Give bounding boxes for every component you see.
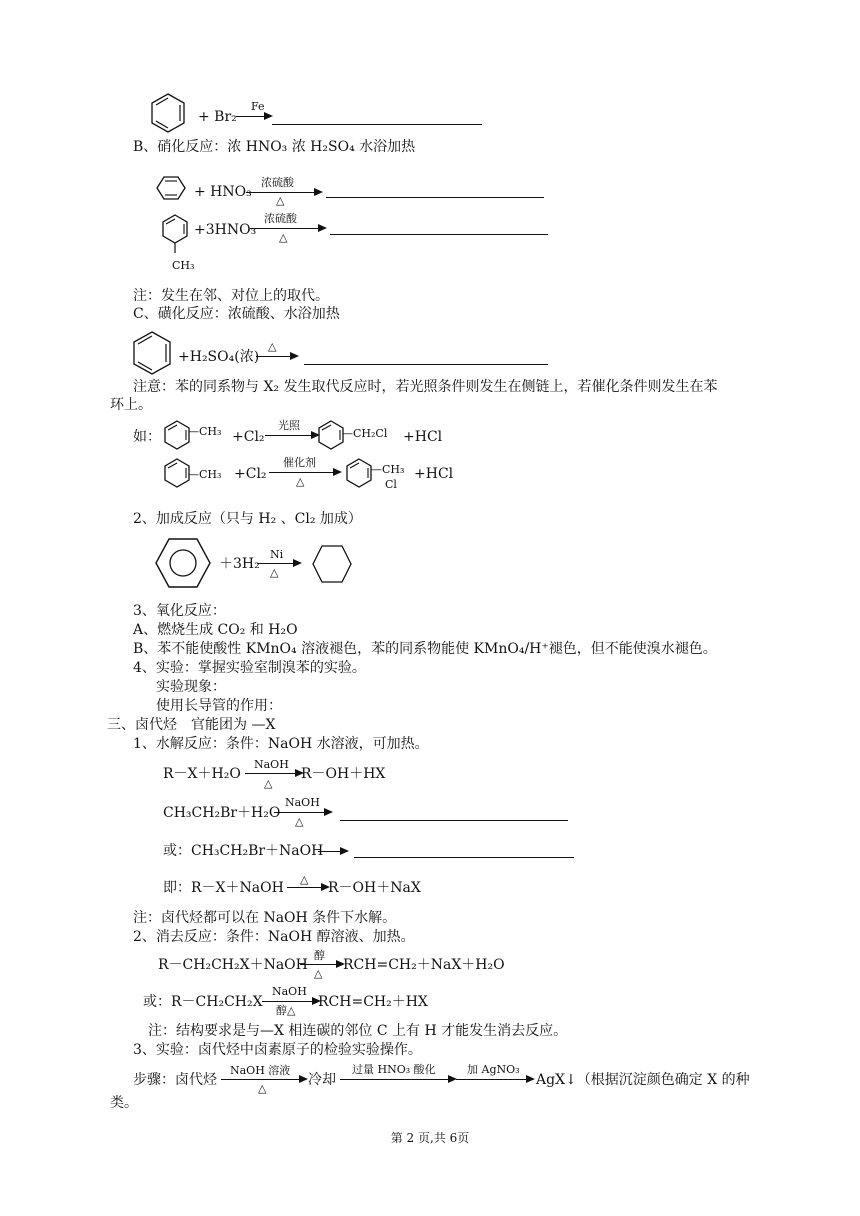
reagent: + HNO₃ [194, 184, 252, 200]
condition-top: NaOH [272, 985, 307, 998]
equation-left: 或：CH₃CH₂Br＋NaOH [163, 843, 324, 859]
section-title: B、硝化反应：浓 HNO₃ 浓 H₂SO₄ 水浴加热 [133, 139, 416, 155]
note: 注：结构要求是与—X 相连碳的邻位 C 上有 H 才能发生消去反应。 [148, 1023, 568, 1039]
equation-right: R－OH＋NaX [328, 880, 421, 896]
section-title: 3、实验：卤代烃中卤素原子的检验实验操作。 [133, 1042, 422, 1058]
text-line: 使用长导管的作用： [156, 698, 282, 714]
equation-left: 即：R－X＋NaOH [163, 880, 284, 896]
equation-left: R－CH₂CH₂X＋NaOH [158, 957, 308, 973]
substituent: CH₃ [172, 259, 195, 272]
answer-blank [304, 364, 548, 365]
condition-top: NaOH 溶液 [230, 1064, 291, 1077]
toluene-ring-icon [162, 214, 188, 254]
condition-bottom: △ [279, 231, 288, 244]
text-line: 实验现象： [156, 679, 226, 695]
note: 注：卤代烃都可以在 NaOH 条件下水解。 [133, 910, 397, 926]
page-footer: 第 2 页,共 6页 [390, 1131, 470, 1145]
step-text: 类。 [110, 1095, 138, 1111]
equation-right: RCH=CH₂＋HX [318, 994, 428, 1010]
condition-bottom: 醇△ [276, 1004, 296, 1017]
product-substituent: Cl [385, 478, 397, 491]
section-title: 2、加成反应（只与 H₂ 、Cl₂ 加成） [133, 511, 362, 527]
byproduct: +HCl [403, 429, 443, 445]
text-line: A、燃烧生成 CO₂ 和 H₂O [133, 622, 298, 638]
example-prefix: 如： [133, 429, 161, 445]
answer-blank [326, 197, 544, 198]
answer-blank [272, 124, 482, 125]
chlorotoluene-ring-icon [346, 458, 372, 488]
equation-left: R－X＋H₂O [163, 766, 241, 782]
condition-bottom: △ [276, 194, 285, 207]
equation-right: R－OH＋HX [301, 766, 386, 782]
text-line: B、苯不能使酸性 KMnO₄ 溶液褪色，苯的同系物能使 KMnO₄/H⁺褪色，但不能使溴水褪色。 [133, 641, 717, 657]
condition-top: 醇 [314, 949, 325, 962]
condition: Fe [251, 100, 265, 113]
condition-top: 加 AgNO₃ [467, 1063, 520, 1076]
condition-bottom: △ [314, 967, 323, 980]
answer-blank [354, 857, 574, 858]
reagent: + Br₂ [198, 109, 237, 125]
equation-left: CH₃CH₂Br＋H₂O [163, 805, 281, 821]
condition-bottom: △ [295, 815, 304, 828]
equation-right: RCH=CH₂＋NaX＋H₂O [343, 957, 505, 973]
condition-bottom: △ [296, 475, 305, 488]
reagent: +H₂SO₄(浓) [178, 349, 260, 365]
condition-bottom: △ [258, 1082, 267, 1095]
section-title: 2、消去反应：条件：NaOH 醇溶液、加热。 [133, 929, 415, 945]
condition-top: △ [300, 873, 309, 886]
byproduct: +HCl [414, 466, 454, 482]
condition-top: Ni [270, 548, 284, 561]
substituent: —CH₃ [188, 468, 222, 481]
condition-top: 浓硫酸 [261, 176, 294, 189]
cyclohexane-ring-icon [312, 545, 352, 583]
reagent: +Cl₂ [234, 466, 267, 482]
condition-bottom: △ [270, 566, 279, 579]
reagent: +Cl₂ [232, 429, 265, 445]
condition: 光照 [278, 419, 300, 432]
condition-top: 浓硫酸 [264, 212, 297, 225]
product-substituent: —CH₂Cl [342, 427, 388, 440]
benzene-ring-icon [150, 92, 186, 134]
substituent: —CH₃ [188, 425, 222, 438]
section-title: 4、实验：掌握实验室制溴苯的实验。 [133, 660, 366, 676]
note: 注意：苯的同系物与 X₂ 发生取代反应时，若光照条件则发生在侧链上，若催化条件则发生在苯 [133, 379, 718, 395]
section-title: 1、水解反应：条件：NaOH 水溶液，可加热。 [133, 736, 429, 752]
toluene-ring-icon [164, 458, 190, 488]
condition-bottom: △ [264, 777, 273, 790]
section-title: 3、氧化反应： [133, 603, 226, 619]
condition-top: 过量 HNO₃ 酸化 [352, 1063, 436, 1076]
step-text: 步骤：卤代烃 [133, 1072, 217, 1088]
equation-left: 或：R－CH₂CH₂X [143, 994, 263, 1010]
section-title: C、磺化反应：浓硫酸、水浴加热 [133, 306, 340, 322]
answer-blank [330, 234, 548, 235]
benzene-ring-icon [132, 330, 172, 376]
section-heading: 三、卤代烃 官能团为 —X [107, 717, 276, 733]
toluene-ring-icon [164, 420, 190, 450]
product-substituent: —CH₃ [371, 463, 405, 476]
condition-top: NaOH [254, 758, 289, 771]
reagent: ＋3H₂ [219, 556, 260, 572]
step-text: AgX↓（根据沉淀颜色确定 X 的种 [536, 1072, 750, 1088]
condition-top: △ [268, 340, 277, 353]
note: 注：发生在邻、对位上的取代。 [133, 288, 329, 304]
reagent: +3HNO₃ [194, 222, 257, 238]
benzene-aromatic-ring-icon [155, 538, 211, 588]
condition-top: NaOH [285, 796, 320, 809]
condition-top: 催化剂 [283, 456, 316, 469]
note: 环上。 [110, 397, 152, 413]
answer-blank [340, 820, 568, 821]
benzene-ring-icon [156, 176, 186, 200]
benzyl-chloride-ring-icon [318, 420, 344, 450]
step-text: 冷却 [308, 1072, 336, 1088]
